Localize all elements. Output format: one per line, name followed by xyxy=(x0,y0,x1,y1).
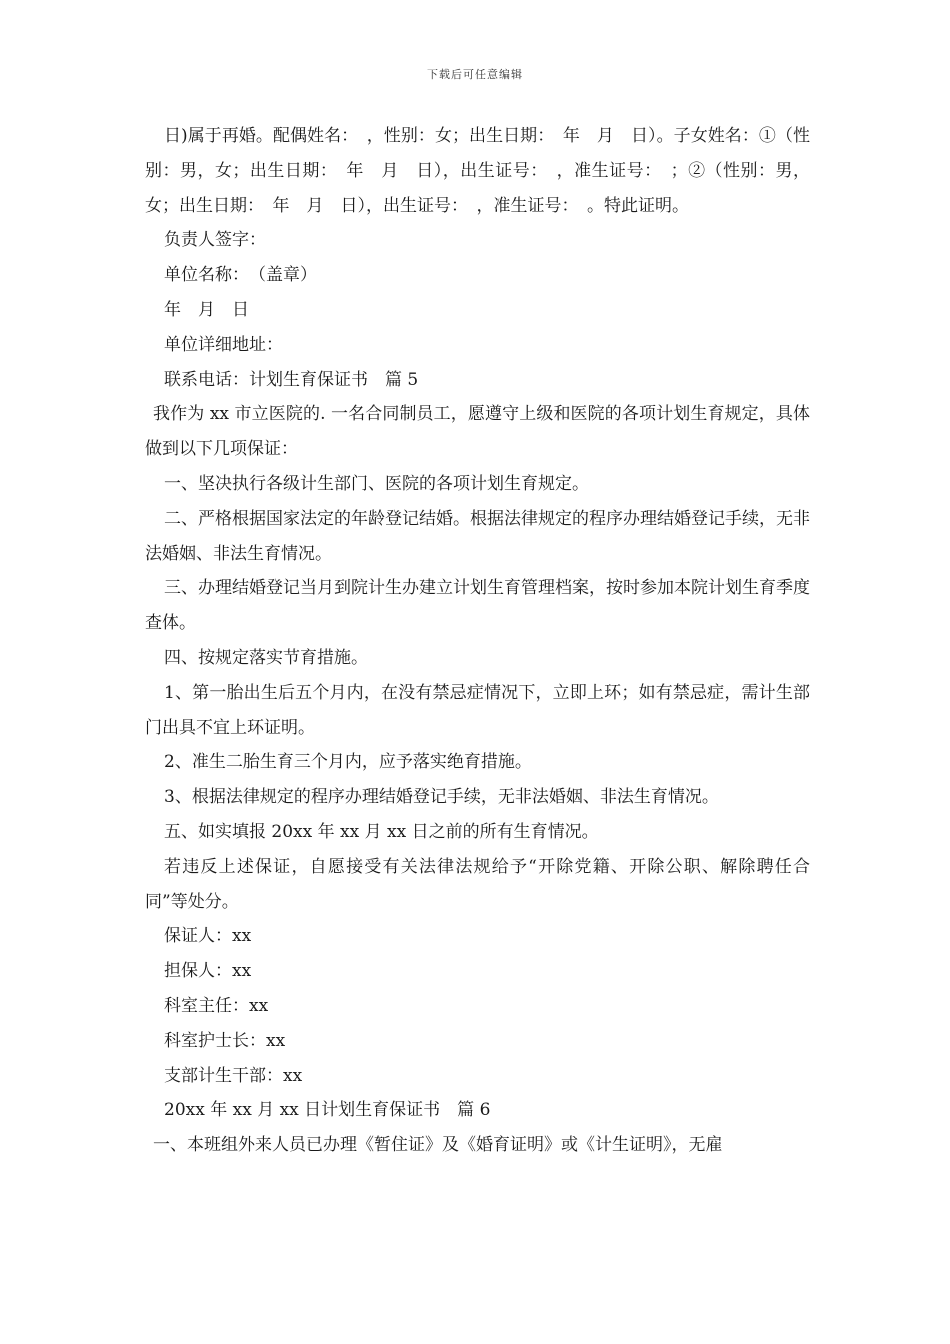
paragraph: 1、第一胎出生后五个月内，在没有禁忌症情况下，立即上环；如有禁忌症，需计生部门出具不宜上环证明。 xyxy=(145,682,810,738)
paragraph: 2、准生二胎生育三个月内，应予落实绝育措施。 xyxy=(164,752,532,773)
paragraph: 一、本班组外来人员已办理《暂住证》及《婚育证明》或《计生证明》，无雇 xyxy=(153,1135,723,1156)
paragraph: 三、办理结婚登记当月到院计生办建立计划生育管理档案，按时参加本院计划生育季度查体。 xyxy=(145,578,810,634)
paragraph: 3、根据法律规定的程序办理结婚登记手续，无非法婚姻、非法生育情况。 xyxy=(164,787,719,808)
paragraph: 单位名称： （盖章） xyxy=(164,265,317,286)
paragraph: 单位详细地址： xyxy=(164,334,283,355)
paragraph: 担保人：xx xyxy=(164,961,252,982)
paragraph: 若违反上述保证，自愿接受有关法律法规给予“开除党籍、开除公职、解除聘任合同”等处分。 xyxy=(145,856,810,912)
paragraph: 年 月 日 xyxy=(164,299,249,320)
paragraph: 日)属于再婚。配偶姓名： ，性别：女；出生日期： 年 月 日）。子女姓名：①（性别：男，女；出生日期： 年 月 日），出生证号： ，准生证号： ；②（性别：男，女；出生日期： 年 月 日），出生证号： ，准生证号： 。特此证明。 xyxy=(145,126,810,216)
paragraph: 负责人签字： xyxy=(164,230,266,251)
paragraph: 一、坚决执行各级计生部门、医院的各项计划生育规定。 xyxy=(164,473,589,494)
paragraph: 支部计生干部：xx xyxy=(164,1065,303,1086)
paragraph: 科室护士长：xx xyxy=(164,1030,286,1051)
paragraph: 20xx 年 xx 月 xx 日计划生育保证书 篇 6 xyxy=(164,1100,491,1121)
paragraph: 四、按规定落实节育措施。 xyxy=(164,647,368,668)
paragraph: 保证人：xx xyxy=(164,926,252,947)
paragraph: 二、严格根据国家法定的年龄登记结婚。根据法律规定的程序办理结婚登记手续，无非法婚姻、非法生育情况。 xyxy=(145,508,810,564)
paragraph: 五、如实填报 20xx 年 xx 月 xx 日之前的所有生育情况。 xyxy=(164,821,599,842)
paragraph: 科室主任：xx xyxy=(164,995,269,1016)
paragraph: 我作为 xx 市立医院的. 一名合同制员工，愿遵守上级和医院的各项计划生育规定，具体做到以下几项保证： xyxy=(145,404,810,460)
document-body xyxy=(145,119,810,1163)
paragraph: 联系电话：计划生育保证书 篇 5 xyxy=(164,369,419,390)
page-header: 下载后可任意编辑 xyxy=(427,68,523,81)
